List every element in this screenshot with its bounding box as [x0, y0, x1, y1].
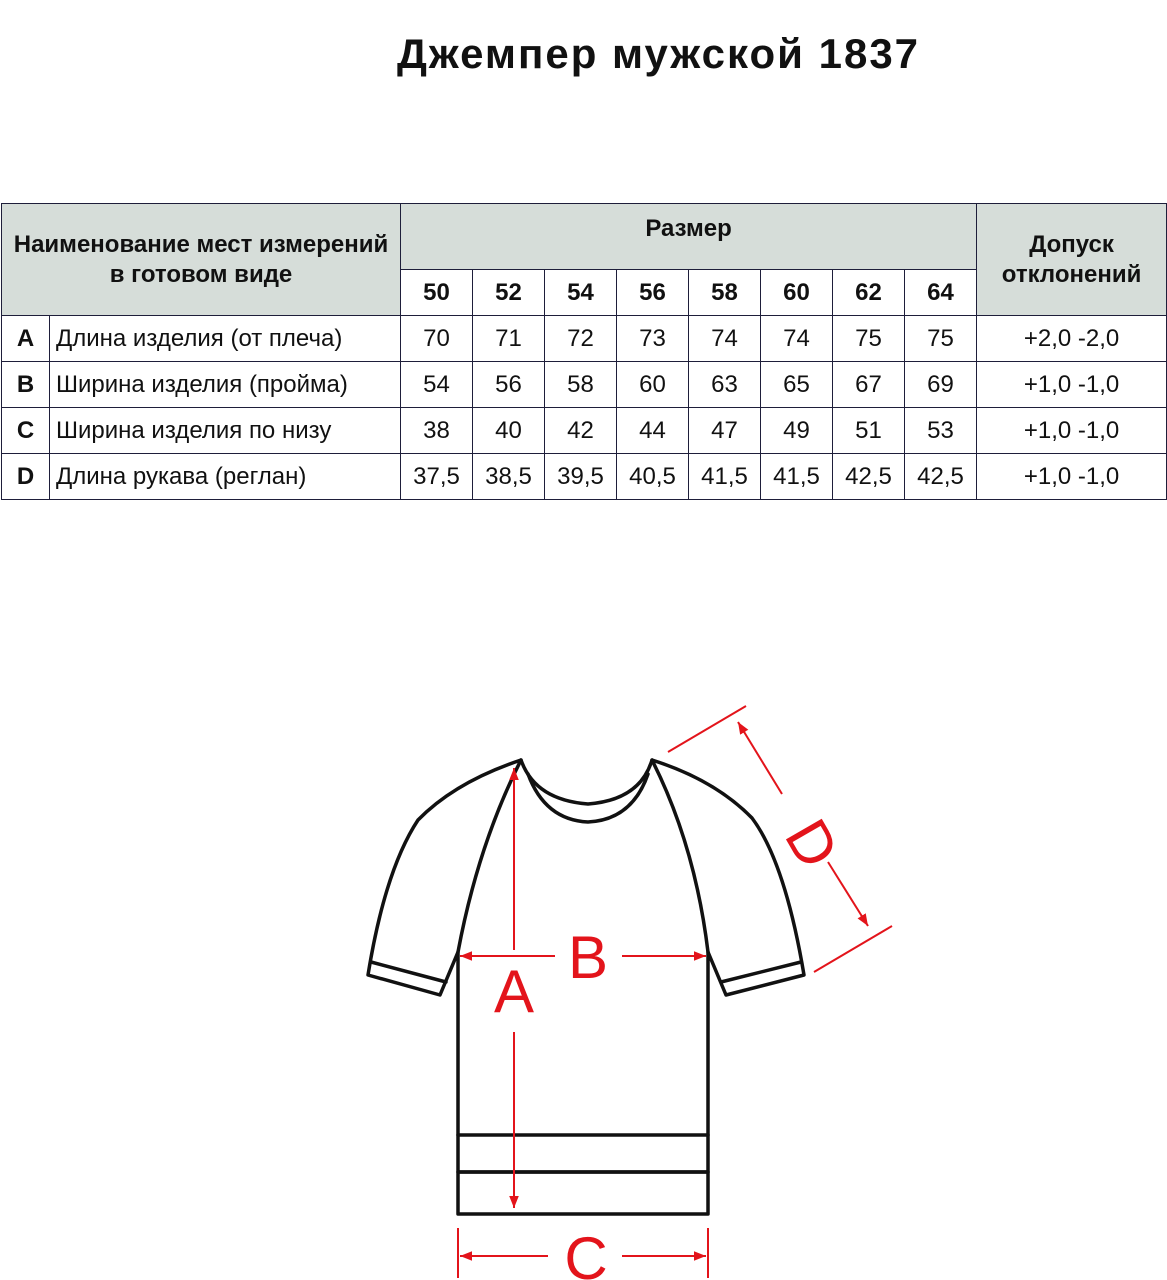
table-row [2, 316, 1167, 362]
value-cell: 69 [905, 362, 977, 408]
value-cell: 49 [761, 408, 833, 454]
dimension-label-b: B [567, 924, 609, 991]
value-cell: 74 [689, 316, 761, 362]
value-cell: 53 [905, 408, 977, 454]
value-cell: 47 [689, 408, 761, 454]
value-cell: 75 [905, 316, 977, 362]
table-row [2, 362, 1167, 408]
dimension-label-c: C [564, 1225, 608, 1280]
value-cell: 65 [761, 362, 833, 408]
left-raglan-seam [458, 760, 521, 952]
dimension-label-d: D [772, 808, 852, 880]
row-label: Длина изделия (от плеча) [50, 316, 401, 362]
tolerance-cell: +1,0 -1,0 [977, 454, 1167, 500]
value-cell: 67 [833, 362, 905, 408]
page-title: Джемпер мужской 1837 [396, 30, 921, 77]
value-cell: 75 [833, 316, 905, 362]
value-cell: 37,5 [401, 454, 473, 500]
measurement-name-header-line2: в готовом виде [109, 260, 293, 288]
value-cell: 41,5 [761, 454, 833, 500]
row-label: Ширина изделия (пройма) [50, 362, 401, 408]
value-cell: 73 [617, 316, 689, 362]
tolerance-header-line1: Допуск [1029, 230, 1114, 258]
dimension-d-bottom-extension [814, 926, 892, 972]
dimension-label-a: A [493, 958, 535, 1025]
size-header: Размер [401, 204, 977, 270]
size-cell: 54 [545, 270, 617, 316]
size-cell: 58 [689, 270, 761, 316]
row-key: A [2, 316, 50, 362]
right-raglan-seam [652, 760, 708, 952]
size-cell: 52 [473, 270, 545, 316]
tolerance-cell: +1,0 -1,0 [977, 362, 1167, 408]
dimension-d-top-arrow [738, 722, 782, 794]
value-cell: 38 [401, 408, 473, 454]
dimension-d-top-extension [668, 706, 746, 752]
size-cell: 62 [833, 270, 905, 316]
value-cell: 74 [761, 316, 833, 362]
row-key: B [2, 362, 50, 408]
value-cell: 40,5 [617, 454, 689, 500]
bottom-hem [458, 1172, 708, 1214]
value-cell: 56 [473, 362, 545, 408]
dimension-d-bottom-arrow [828, 862, 868, 926]
value-cell: 42 [545, 408, 617, 454]
size-cell: 64 [905, 270, 977, 316]
row-key: D [2, 454, 50, 500]
table-row [2, 408, 1167, 454]
value-cell: 70 [401, 316, 473, 362]
dimension-labels [494, 808, 852, 1280]
value-cell: 40 [473, 408, 545, 454]
value-cell: 58 [545, 362, 617, 408]
tolerance-header-line2: отклонений [1001, 260, 1142, 288]
tolerance-cell: +1,0 -1,0 [977, 408, 1167, 454]
value-cell: 38,5 [473, 454, 545, 500]
size-cell: 60 [761, 270, 833, 316]
garment-diagram [0, 680, 1167, 1280]
row-key: C [2, 408, 50, 454]
value-cell: 42,5 [905, 454, 977, 500]
value-cell: 42,5 [833, 454, 905, 500]
value-cell: 41,5 [689, 454, 761, 500]
size-table [1, 203, 1167, 500]
value-cell: 71 [473, 316, 545, 362]
value-cell: 60 [617, 362, 689, 408]
table-row [2, 454, 1167, 500]
size-cell: 50 [401, 270, 473, 316]
measurement-name-header-line1: Наименование мест измерений [13, 230, 389, 258]
tolerance-header [977, 204, 1167, 316]
value-cell: 54 [401, 362, 473, 408]
value-cell: 51 [833, 408, 905, 454]
value-cell: 63 [689, 362, 761, 408]
value-cell: 44 [617, 408, 689, 454]
value-cell: 72 [545, 316, 617, 362]
value-cell: 39,5 [545, 454, 617, 500]
row-label: Ширина изделия по низу [50, 408, 401, 454]
row-label: Длина рукава (реглан) [50, 454, 401, 500]
measurement-name-header [2, 204, 401, 316]
neck-rib-line [528, 774, 648, 822]
tolerance-cell: +2,0 -2,0 [977, 316, 1167, 362]
size-cell: 56 [617, 270, 689, 316]
